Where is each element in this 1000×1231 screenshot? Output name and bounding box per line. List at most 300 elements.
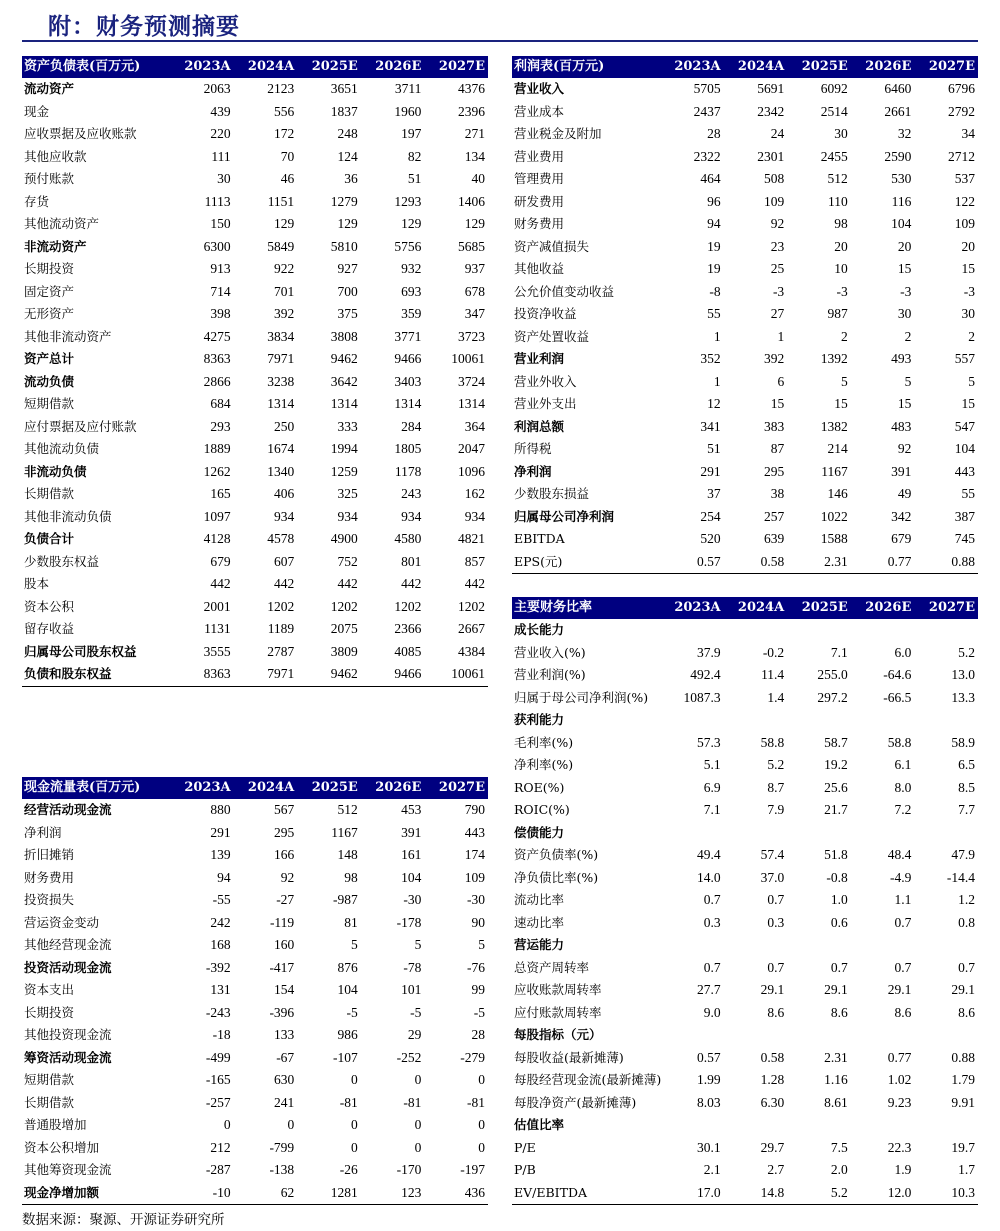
- value-cell: 2001: [203, 598, 231, 614]
- value-cell: 0: [414, 1072, 422, 1087]
- table-row: [512, 1137, 978, 1160]
- table-row: [22, 483, 488, 506]
- value-cell: 1202: [458, 598, 485, 614]
- value-cell: 257: [763, 508, 785, 524]
- value-cell: -18: [212, 1027, 231, 1042]
- value-cell: -396: [269, 1004, 295, 1020]
- value-cell: 243: [401, 486, 422, 501]
- table-row: [512, 1047, 978, 1070]
- value-cell: -8: [709, 283, 721, 299]
- page-title: 附：财务预测摘要: [48, 13, 240, 40]
- value-cell: [787, 1114, 851, 1137]
- value-cell: -392: [205, 959, 231, 975]
- table-row: [512, 483, 978, 506]
- value-cell: 2866: [203, 373, 231, 389]
- value-cell: 20: [897, 238, 912, 254]
- value-cell: 1087.3: [683, 689, 721, 705]
- table-row: [512, 642, 978, 665]
- value-cell: 134: [464, 148, 485, 164]
- table-row: [512, 326, 978, 349]
- value-cell: 0.57: [696, 1049, 721, 1065]
- value-cell: 3724: [458, 373, 485, 389]
- value-cell: 1202: [267, 598, 295, 614]
- value-cell: 443: [954, 463, 975, 479]
- value-cell: 12.0: [851, 1182, 915, 1205]
- value-cell: 4384: [458, 643, 485, 659]
- year-column-header: 2026E: [851, 56, 915, 78]
- value-cell: 932: [401, 261, 422, 276]
- title-divider: [22, 40, 978, 42]
- value-cell: 5.2: [787, 1182, 851, 1205]
- value-cell: -67: [276, 1049, 295, 1065]
- value-cell: 0: [414, 1139, 422, 1155]
- value-cell: 443: [464, 824, 485, 840]
- value-cell: 0.7: [894, 914, 912, 930]
- row-label: 其他非流动负债: [24, 508, 112, 524]
- value-cell: 347: [464, 306, 485, 321]
- row-label: 公允价值变动收益: [514, 283, 615, 299]
- year-column-header: 2024A: [724, 597, 788, 619]
- table-row: [512, 1114, 978, 1137]
- value-cell: 22.3: [887, 1139, 912, 1155]
- table-row: [22, 934, 488, 957]
- row-label: 折旧摊销: [24, 847, 75, 862]
- value-cell: 436: [424, 1182, 488, 1205]
- value-cell: -30: [403, 892, 422, 907]
- value-cell: 4275: [203, 328, 231, 344]
- value-cell: 857: [464, 553, 485, 569]
- value-cell: [851, 709, 915, 732]
- value-cell: 4580: [394, 531, 422, 546]
- value-cell: 1131: [204, 621, 231, 636]
- year-column-header: 2025E: [297, 777, 361, 799]
- value-cell: 3651: [330, 81, 358, 96]
- value-cell: 9.0: [703, 1004, 721, 1020]
- table-title-header: 利润表(百万元): [512, 56, 660, 78]
- value-cell: -197: [460, 1162, 485, 1177]
- value-cell: 8.6: [830, 1004, 848, 1020]
- value-cell: 295: [273, 824, 295, 840]
- table-row: [22, 213, 488, 236]
- row-label: 经营活动现金流: [24, 802, 112, 817]
- value-cell: 2396: [458, 103, 485, 119]
- value-cell: [851, 1024, 915, 1047]
- value-cell: 12: [707, 396, 721, 411]
- year-column-header: 2027E: [914, 597, 978, 619]
- value-cell: 13.3: [951, 689, 975, 705]
- year-column-header: 2024A: [724, 56, 788, 78]
- table-row: [22, 78, 488, 101]
- value-cell: 520: [700, 531, 721, 546]
- value-cell: 512: [337, 802, 358, 817]
- value-cell: 679: [891, 531, 912, 546]
- value-cell: 6300: [203, 238, 231, 254]
- table-row: [22, 596, 488, 619]
- value-cell: -26: [339, 1162, 358, 1177]
- table-row: [512, 78, 978, 101]
- value-cell: 150: [210, 216, 231, 231]
- row-label: 其他流动负债: [24, 441, 100, 456]
- table-title-header: 资产负债表(百万元): [22, 56, 170, 78]
- table-row: [512, 438, 978, 461]
- value-cell: 342: [891, 508, 912, 524]
- value-cell: 8.5: [958, 779, 975, 795]
- value-cell: -5: [346, 1004, 358, 1020]
- value-cell: 214: [827, 441, 848, 456]
- value-cell: -55: [212, 892, 231, 907]
- table-row: [512, 281, 978, 304]
- table-row: [512, 979, 978, 1002]
- value-cell: 133: [273, 1027, 295, 1042]
- value-cell: 101: [401, 982, 422, 997]
- row-label: 资产处置收益: [514, 328, 590, 344]
- value-cell: 1: [713, 328, 721, 344]
- data-source-note: 数据来源：聚源、开源证券研究所: [22, 1212, 225, 1228]
- value-cell: 3723: [458, 328, 485, 344]
- value-cell: 530: [891, 171, 912, 186]
- value-cell: 32: [897, 126, 912, 141]
- value-cell: 34: [961, 126, 975, 141]
- value-cell: 1178: [394, 463, 422, 479]
- row-label: 长期借款: [24, 486, 75, 501]
- row-label: 负债和股东权益: [22, 663, 170, 686]
- year-column-header: 2025E: [787, 56, 851, 78]
- value-cell: [914, 619, 978, 642]
- value-cell: -27: [276, 892, 295, 907]
- value-cell: 2661: [884, 103, 912, 119]
- table-row: [512, 236, 978, 259]
- row-label: 少数股东损益: [514, 486, 590, 501]
- value-cell: 2712: [948, 148, 975, 164]
- value-cell: 1167: [331, 824, 358, 840]
- value-cell: 92: [280, 869, 295, 885]
- value-cell: 62: [234, 1182, 298, 1205]
- value-cell: -170: [396, 1162, 422, 1177]
- value-cell: 1: [713, 373, 721, 389]
- value-cell: 5.1: [703, 757, 721, 772]
- value-cell: -799: [269, 1139, 295, 1155]
- value-cell: 8.0: [894, 779, 912, 795]
- row-label: 流动资产: [24, 81, 75, 96]
- value-cell: -3: [836, 283, 848, 299]
- year-column-header: 2027E: [424, 777, 488, 799]
- table-row: [512, 777, 978, 800]
- table-row: [512, 393, 978, 416]
- value-cell: 30: [897, 306, 912, 321]
- table-row: [22, 303, 488, 326]
- value-cell: 37.9: [696, 644, 721, 660]
- value-cell: 27: [770, 306, 785, 321]
- row-label: 营运资金变动: [24, 914, 100, 930]
- value-cell: 19.2: [824, 757, 848, 772]
- value-cell: [724, 619, 788, 642]
- value-cell: 0.57: [660, 551, 724, 574]
- value-cell: 0.3: [703, 914, 721, 930]
- table-row: [22, 326, 488, 349]
- value-cell: 1279: [330, 193, 358, 209]
- value-cell: 7.9: [767, 802, 785, 817]
- value-cell: 2437: [693, 103, 721, 119]
- value-cell: [787, 709, 851, 732]
- row-label: 资产减值损失: [514, 238, 590, 254]
- value-cell: 442: [337, 576, 358, 591]
- value-cell: 2: [968, 328, 975, 344]
- value-cell: 352: [700, 351, 721, 366]
- value-cell: 15: [897, 261, 912, 276]
- value-cell: 5691: [757, 81, 785, 96]
- table-row: [22, 371, 488, 394]
- year-column-header: 2025E: [787, 597, 851, 619]
- value-cell: 241: [273, 1094, 295, 1110]
- table-row: [22, 641, 488, 664]
- table-row: [512, 258, 978, 281]
- value-cell: 6796: [948, 81, 975, 96]
- row-label: 总资产周转率: [514, 959, 590, 975]
- value-cell: -499: [205, 1049, 231, 1065]
- value-cell: 51.8: [824, 847, 848, 862]
- value-cell: 57.4: [760, 847, 785, 862]
- table-row: [512, 889, 978, 912]
- value-cell: 375: [337, 306, 358, 321]
- value-cell: 0.58: [724, 551, 788, 574]
- value-cell: 48.4: [887, 847, 912, 862]
- value-cell: 547: [954, 418, 975, 434]
- value-cell: [660, 1024, 724, 1047]
- value-cell: 25: [770, 261, 785, 276]
- value-cell: 109: [464, 869, 485, 885]
- value-cell: [724, 709, 788, 732]
- table-row: [512, 1182, 978, 1205]
- value-cell: -81: [467, 1094, 485, 1110]
- value-cell: 1151: [267, 193, 295, 209]
- table-row: [22, 889, 488, 912]
- value-cell: 1262: [203, 463, 231, 479]
- value-cell: 47.9: [951, 847, 975, 862]
- value-cell: 58.9: [951, 734, 975, 750]
- row-label: 估值比率: [514, 1117, 565, 1132]
- value-cell: 1022: [820, 508, 848, 524]
- table-row: [22, 461, 488, 484]
- value-cell: 55: [961, 486, 975, 501]
- value-cell: 10061: [451, 351, 485, 366]
- row-label: 财务费用: [24, 869, 75, 885]
- income-statement-table: [512, 56, 978, 574]
- value-cell: [724, 822, 788, 845]
- value-cell: -81: [403, 1094, 422, 1110]
- table-row: [22, 258, 488, 281]
- value-cell: 2.31: [824, 1049, 848, 1065]
- value-cell: 37: [707, 486, 721, 501]
- value-cell: 6.9: [703, 779, 721, 795]
- value-cell: 129: [273, 216, 295, 231]
- value-cell: 0: [287, 1117, 295, 1132]
- row-label: 其他筹资现金流: [24, 1162, 112, 1177]
- table-row: [22, 822, 488, 845]
- row-label: 毛利率(%): [514, 734, 574, 750]
- value-cell: 7.1: [703, 802, 721, 817]
- value-cell: 9466: [361, 663, 425, 686]
- value-cell: -3: [772, 283, 785, 299]
- value-cell: 30.1: [696, 1139, 721, 1155]
- value-cell: 325: [337, 486, 358, 501]
- value-cell: 172: [273, 126, 295, 141]
- value-cell: 165: [210, 486, 231, 501]
- row-label: 无形资产: [24, 306, 75, 321]
- value-cell: 1281: [297, 1182, 361, 1205]
- value-cell: 9462: [297, 663, 361, 686]
- value-cell: 2047: [458, 441, 485, 456]
- value-cell: 5810: [330, 238, 358, 254]
- value-cell: 630: [273, 1072, 295, 1087]
- table-row: [22, 101, 488, 124]
- value-cell: 937: [464, 261, 485, 276]
- value-cell: 92: [897, 441, 912, 456]
- value-cell: 1314: [458, 396, 485, 411]
- row-label: ROIC(%): [514, 802, 570, 817]
- value-cell: 8.6: [767, 1004, 785, 1020]
- value-cell: 248: [337, 126, 358, 141]
- value-cell: 104: [891, 216, 912, 231]
- table-row: [512, 371, 978, 394]
- value-cell: 2: [904, 328, 912, 344]
- value-cell: 567: [273, 802, 295, 817]
- year-column-header: 2025E: [297, 56, 361, 78]
- row-label: 研发费用: [514, 193, 565, 209]
- row-label: 归属母公司净利润: [514, 508, 615, 524]
- value-cell: 58.8: [887, 734, 912, 750]
- value-cell: 139: [210, 847, 231, 862]
- row-label: 营业外支出: [514, 396, 577, 411]
- value-cell: 8.03: [696, 1094, 721, 1110]
- row-label: 投资损失: [24, 892, 75, 907]
- value-cell: 250: [273, 418, 295, 434]
- table-row: [512, 168, 978, 191]
- row-label: 财务费用: [514, 216, 565, 231]
- value-cell: 3808: [330, 328, 358, 344]
- value-cell: [851, 822, 915, 845]
- value-cell: [914, 709, 978, 732]
- value-cell: 1314: [330, 396, 358, 411]
- value-cell: 5685: [458, 238, 485, 254]
- value-cell: 639: [763, 531, 785, 546]
- value-cell: 2.31: [787, 551, 851, 574]
- value-cell: 0: [478, 1139, 485, 1155]
- row-label: 投资活动现金流: [24, 959, 112, 975]
- value-cell: 7.2: [894, 802, 912, 817]
- value-cell: 129: [464, 216, 485, 231]
- value-cell: 161: [401, 847, 422, 862]
- value-cell: 2590: [884, 148, 912, 164]
- value-cell: 8.61: [824, 1094, 848, 1110]
- balance-sheet-table: [22, 56, 488, 687]
- value-cell: 6.5: [958, 757, 975, 772]
- value-cell: 2.0: [830, 1162, 848, 1177]
- value-cell: 922: [273, 261, 295, 276]
- value-cell: -5: [473, 1004, 485, 1020]
- value-cell: 15: [961, 261, 975, 276]
- value-cell: 0: [478, 1072, 485, 1087]
- value-cell: -987: [333, 892, 358, 907]
- table-row: [22, 867, 488, 890]
- year-column-header: 2024A: [234, 777, 298, 799]
- table-row: [22, 1092, 488, 1115]
- value-cell: 94: [217, 869, 231, 885]
- value-cell: 160: [273, 937, 295, 952]
- row-label: 净负债比率(%): [514, 869, 599, 885]
- value-cell: 5705: [693, 81, 721, 96]
- row-label: 应收账款周转率: [514, 982, 602, 997]
- table-row: [512, 619, 978, 642]
- value-cell: 0.58: [760, 1049, 785, 1065]
- value-cell: 14.8: [724, 1182, 788, 1205]
- value-cell: 57.3: [696, 734, 721, 750]
- row-label: 营业税金及附加: [514, 126, 602, 141]
- value-cell: -252: [396, 1049, 422, 1065]
- value-cell: 4578: [267, 531, 295, 546]
- value-cell: 7971: [267, 351, 295, 366]
- value-cell: 29.1: [760, 982, 785, 997]
- value-cell: 927: [337, 261, 358, 276]
- value-cell: 109: [954, 216, 975, 231]
- table-row: [22, 348, 488, 371]
- value-cell: 92: [770, 216, 785, 231]
- table-row: [512, 957, 978, 980]
- row-label: 营业利润: [514, 351, 565, 366]
- row-label: 营业成本: [514, 103, 565, 119]
- value-cell: -138: [269, 1162, 295, 1177]
- value-cell: [724, 934, 788, 957]
- value-cell: 28: [471, 1027, 485, 1042]
- table-row: [512, 528, 978, 551]
- value-cell: 5: [414, 937, 422, 952]
- value-cell: 111: [211, 148, 231, 164]
- value-cell: 3642: [330, 373, 358, 389]
- value-cell: 987: [827, 306, 848, 321]
- value-cell: 24: [770, 126, 785, 141]
- value-cell: 6.1: [894, 757, 912, 772]
- year-column-header: 2027E: [424, 56, 488, 78]
- table-title-header: 主要财务比率: [512, 597, 660, 619]
- table-header-row: [22, 56, 488, 78]
- value-cell: 1259: [330, 463, 358, 479]
- value-cell: 745: [954, 531, 975, 546]
- value-cell: 4821: [458, 531, 485, 546]
- year-column-header: 2026E: [361, 777, 425, 799]
- row-label: 每股指标（元）: [514, 1027, 602, 1042]
- value-cell: 51: [707, 441, 721, 456]
- value-cell: 124: [337, 148, 358, 164]
- table-row: [22, 957, 488, 980]
- value-cell: 284: [401, 418, 422, 434]
- value-cell: 2792: [948, 103, 975, 119]
- row-label: 其他流动资产: [24, 216, 100, 231]
- row-label: EPS(元): [512, 551, 660, 574]
- value-cell: 1382: [820, 418, 848, 434]
- value-cell: 4376: [458, 81, 485, 96]
- year-column-header: 2023A: [170, 777, 234, 799]
- value-cell: 2063: [203, 81, 231, 96]
- value-cell: 2514: [820, 103, 848, 119]
- value-cell: 6.30: [760, 1094, 785, 1110]
- value-cell: 13.0: [951, 667, 975, 682]
- table-header-row: [512, 597, 978, 619]
- row-label: 非流动负债: [24, 463, 87, 479]
- value-cell: 7.1: [830, 644, 848, 660]
- value-cell: 58.7: [824, 734, 848, 750]
- value-cell: 122: [954, 193, 975, 209]
- row-label: 管理费用: [514, 171, 565, 186]
- table-row: [22, 663, 488, 686]
